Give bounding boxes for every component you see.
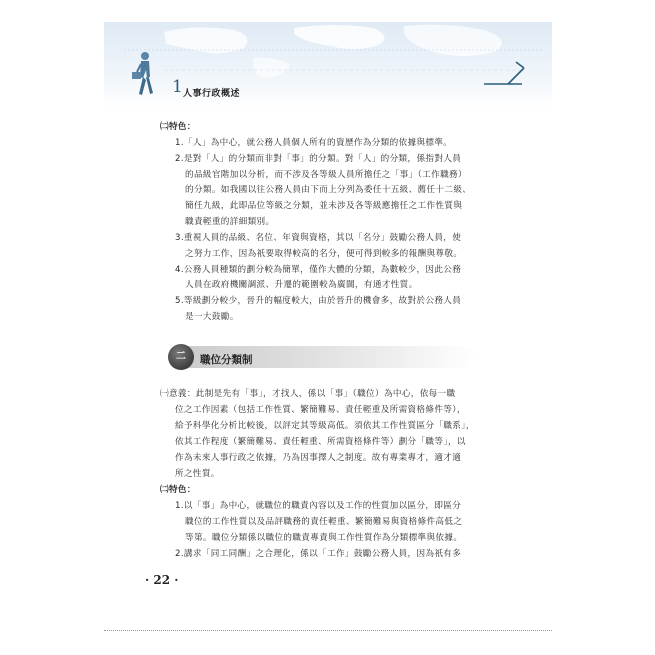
features-heading: ㈡特色： xyxy=(160,122,196,132)
text-line: 職位的工作性質以及品評職務的責任輕重、繁簡難易與資格條件高低之 xyxy=(185,517,463,527)
text-line: 1.「人」為中心，就公務人員個人所有的資歷作為分類的依據與標準。 xyxy=(175,138,453,148)
definition-line: ㈠意義：此制是先有「事」，才找人，係以「事」（職位）為中心，依每一職 xyxy=(160,389,456,399)
text-line: 2.講求「同工同酬」之合理化，係以「工作」鼓勵公務人員，因為祇有多 xyxy=(175,549,462,559)
text-line: 簡任九級，此即品位等級之分類，並未涉及各等級應擔任之工作性質與 xyxy=(185,201,463,211)
page-number: · 22 · xyxy=(145,573,179,587)
text-line: 的分類。如我國以往公務人員由下而上分列為委任十五級、薦任十二級、 xyxy=(185,185,472,195)
text-line: 依其工作程度（繁簡難易、責任輕重、所需資格條件等）劃分「職等」，以 xyxy=(175,437,466,447)
text-line: 1.以「事」為中心，就職位的職責內容以及工作的性質加以區分，即區分 xyxy=(175,501,462,511)
text-line: 職責輕重的詳細類別。 xyxy=(185,217,275,227)
text-line: 位之工作因素（包括工作性質、繁簡難易、責任輕重及所需資格條件等）， xyxy=(175,405,466,415)
text-line: 的品級官階加以分析，而不涉及各等級人員所擔任之「事」（工作職務） xyxy=(185,170,467,180)
footer-divider xyxy=(104,630,552,631)
businessman-walking-icon xyxy=(130,50,156,98)
text-line: 3.重視人員的品級、名位、年資與資格，其以「名分」鼓勵公務人員，使 xyxy=(175,233,462,243)
text-line: 之努力工作，因為祇要取得較高的名分，便可得到較多的報酬與尊敬。 xyxy=(185,249,463,259)
text-line: 等第。職位分類係以職位的職責專責與工作性質作為分類標準與依據。 xyxy=(185,533,463,543)
chapter-title: 人事行政概述 xyxy=(183,89,241,99)
text-line: 人員在政府機關調派、升遷的範圍較為廣闊，有通才性質。 xyxy=(185,280,418,290)
section-number-badge: 二 xyxy=(168,344,194,370)
section-title: 職位分類制 xyxy=(200,354,253,366)
text-line: 是一大鼓勵。 xyxy=(185,312,239,322)
text-line: 4.公務人員種類的劃分較為簡單，僅作大體的分類，為數較少，因此公務 xyxy=(175,265,462,275)
text-line: 5.等級劃分較少，晉升的幅度較大，由於晉升的機會多，故對於公務人員 xyxy=(175,296,462,306)
features-heading: ㈡特色： xyxy=(160,485,196,495)
text-line: 2.是對「人」的分類而非對「事」的分類。對「人」的分類，係指對人員 xyxy=(175,154,462,164)
text-line: 所之性質。 xyxy=(175,469,220,479)
text-line: 作為未來人事行政之依據，乃為因事擇人之制度。故有專業專才，適才適 xyxy=(175,453,462,463)
chapter-number: 1 xyxy=(172,77,183,97)
text-line: 給予科學化分析比較後，以評定其等級高低。須依其工作性質區分「職系」， xyxy=(175,421,475,431)
